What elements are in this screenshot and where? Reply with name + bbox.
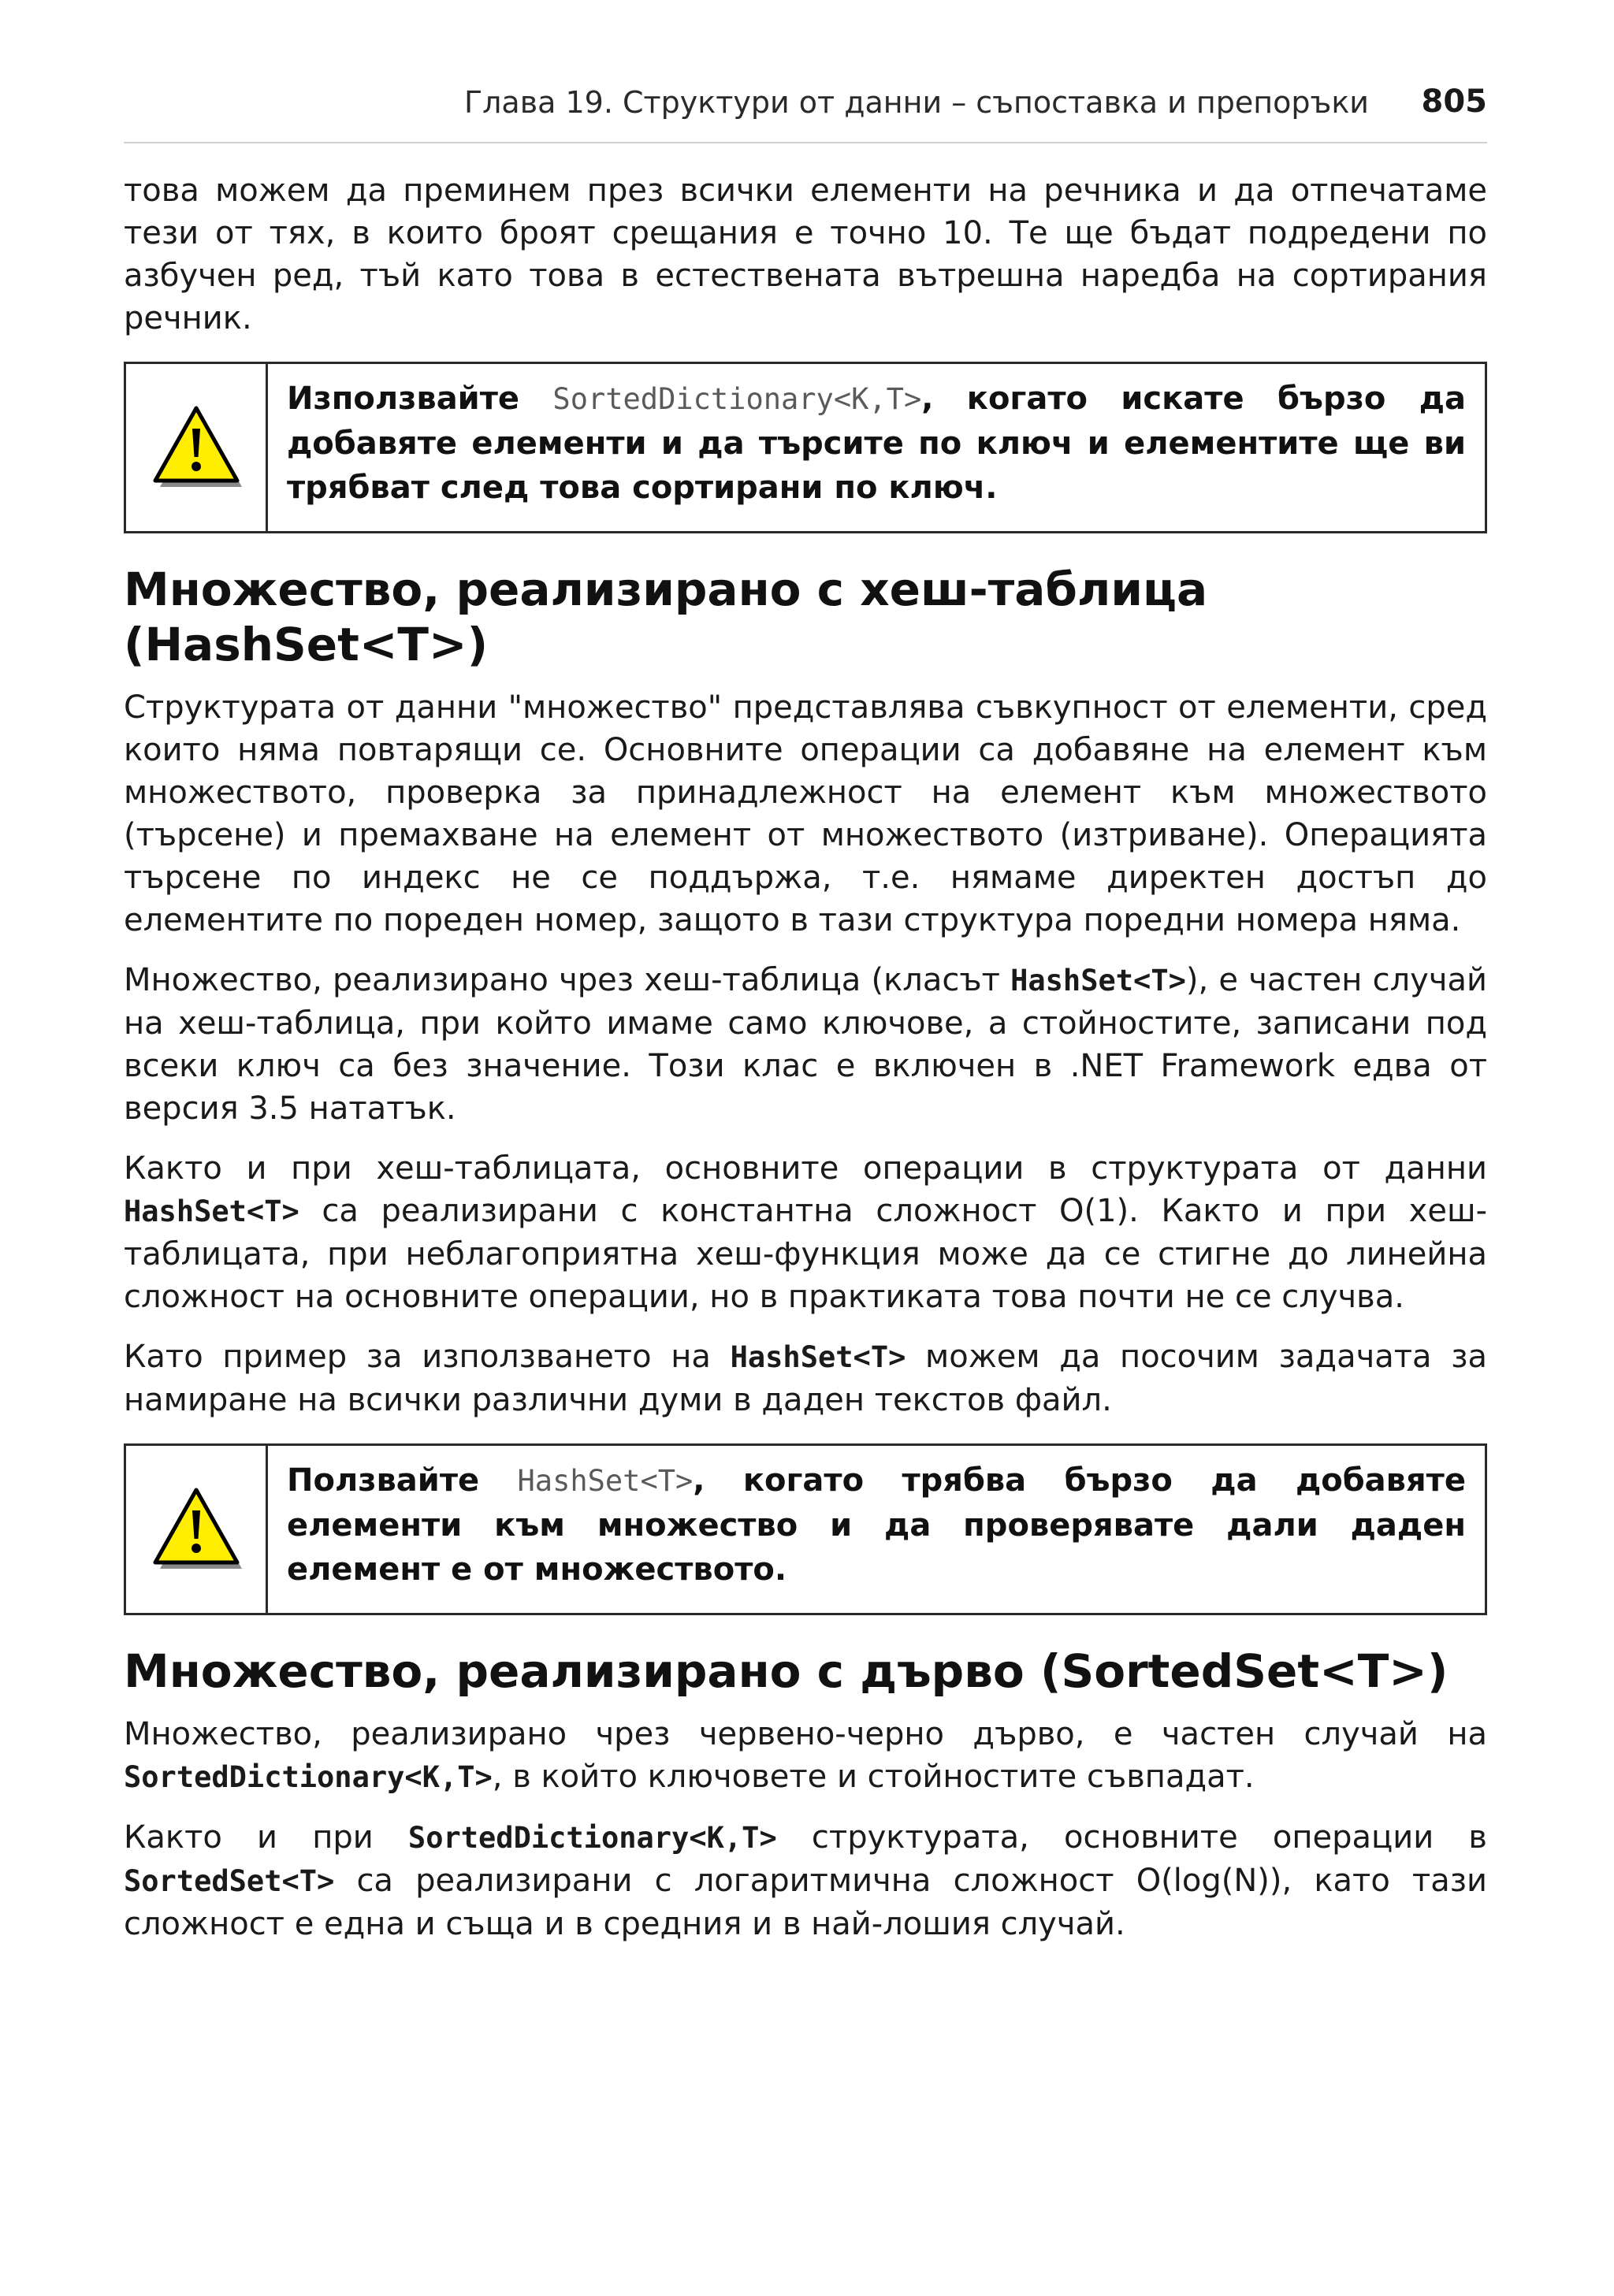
note-text-rest: , когато трябва бързо да добавяте елементи към множество и да проверявате дали даден елемент е от множеството. [287, 1462, 1466, 1588]
inline-code: HashSet<T> [124, 1194, 299, 1228]
text-run: , в който ключовете и стойностите съвпадат. [492, 1759, 1255, 1795]
note-icon-cell [126, 364, 268, 531]
warning-icon [149, 1485, 244, 1573]
paragraph-sortedset-intro [124, 1713, 1487, 1799]
note-code: SortedDictionary<K,T> [552, 382, 922, 416]
text-run: Множество, реализирано чрез червено-черно дърво, е частен случай на [124, 1716, 1487, 1752]
inline-code: SortedDictionary<K,T> [407, 1821, 777, 1855]
note-text [268, 364, 1485, 531]
section-heading-sortedset: Множество, реализирано с дърво (SortedSet<T>) [124, 1644, 1449, 1698]
paragraph-hashset-complexity [124, 1147, 1487, 1318]
paragraph-hashset-intro [124, 959, 1487, 1130]
note-icon-cell [126, 1446, 268, 1613]
page-number: 805 [1421, 84, 1487, 120]
text-run: Множество, реализирано чрез хеш-таблица (класът [124, 962, 1011, 998]
note-text [268, 1446, 1485, 1613]
text-run: Като пример за използването на [124, 1339, 731, 1375]
text-run: са реализирани с константна сложност O(1). Както и при хеш-таблицата, при неблагоприятна хеш-функция може да се стигне до линейна сложност на основните операции, но в практиката това почти не се случва. [124, 1193, 1487, 1315]
intro-paragraph: това можем да преминем през всички елементи на речника и да отпечатаме тези от тях, в които броят срещания е точно 10. Те ще бъдат подредени по азбучен ред, тъй като това в естествената вътрешна наредба на сортирания речник. [124, 173, 1487, 336]
chapter-title: Глава 19. Структури от данни – съпоставка и препоръки [463, 85, 1369, 120]
paragraph-set-definition: Структурата от данни "множество" представлява съвкупност от елементи, сред които няма повтарящи се. Основните операции са добавяне на елемент към множеството, проверка за принадлежност на елемент към множеството (търсене) и премахване на елемент от множеството (изтриване). Операцията търсене по индекс не се поддържа, т.е. нямаме директен достъп до елементите по пореден номер, защото в тази структура поредни номера няма. [124, 689, 1487, 938]
paragraph-hashset-example [124, 1336, 1487, 1421]
inline-code: SortedDictionary<K,T> [124, 1760, 493, 1794]
text-run: структурата, основните операции в [776, 1819, 1487, 1856]
note-text-lead: Ползвайте [287, 1462, 518, 1499]
note-code: HashSet<T> [517, 1464, 694, 1498]
page-content [124, 169, 1487, 1963]
note-box-hashset [124, 1443, 1487, 1615]
running-header [124, 79, 1487, 143]
note-box-sorted-dictionary [124, 362, 1487, 533]
text-run: Както и при [124, 1819, 408, 1856]
text-run: са реализирани с логаритмична сложност O(log(N)), като тази сложност е една и съща и в средния и в най-лошия случай. [124, 1863, 1487, 1942]
paragraph-sortedset-complexity [124, 1816, 1487, 1945]
text-run: ), е частен случай на хеш-таблица, при който имаме само ключове, а стойностите, записани под всеки ключ са без значение. Този клас е включен в .NET Framework едва от версия 3.5 нататък. [124, 962, 1487, 1127]
inline-code: HashSet<T> [730, 1340, 906, 1374]
text-run: Както и при хеш-таблицата, основните операции в структурата от данни [124, 1150, 1487, 1187]
inline-code: HashSet<T> [1010, 964, 1186, 998]
inline-code: SortedSet<T> [124, 1864, 335, 1898]
note-text-lead: Използвайте [287, 381, 553, 417]
text-run: можем да посочим задачата за намиране на всички различни думи в даден текстов файл. [124, 1339, 1488, 1418]
section-heading-hashset: Множество, реализирано с хеш-таблица (HashSet<T>) [124, 563, 1208, 671]
warning-icon [149, 403, 244, 492]
note-text-rest: , когато искате бързо да добавяте елементи и да търсите по ключ и елементите ще ви трябват след това сортирани по ключ. [287, 381, 1466, 506]
